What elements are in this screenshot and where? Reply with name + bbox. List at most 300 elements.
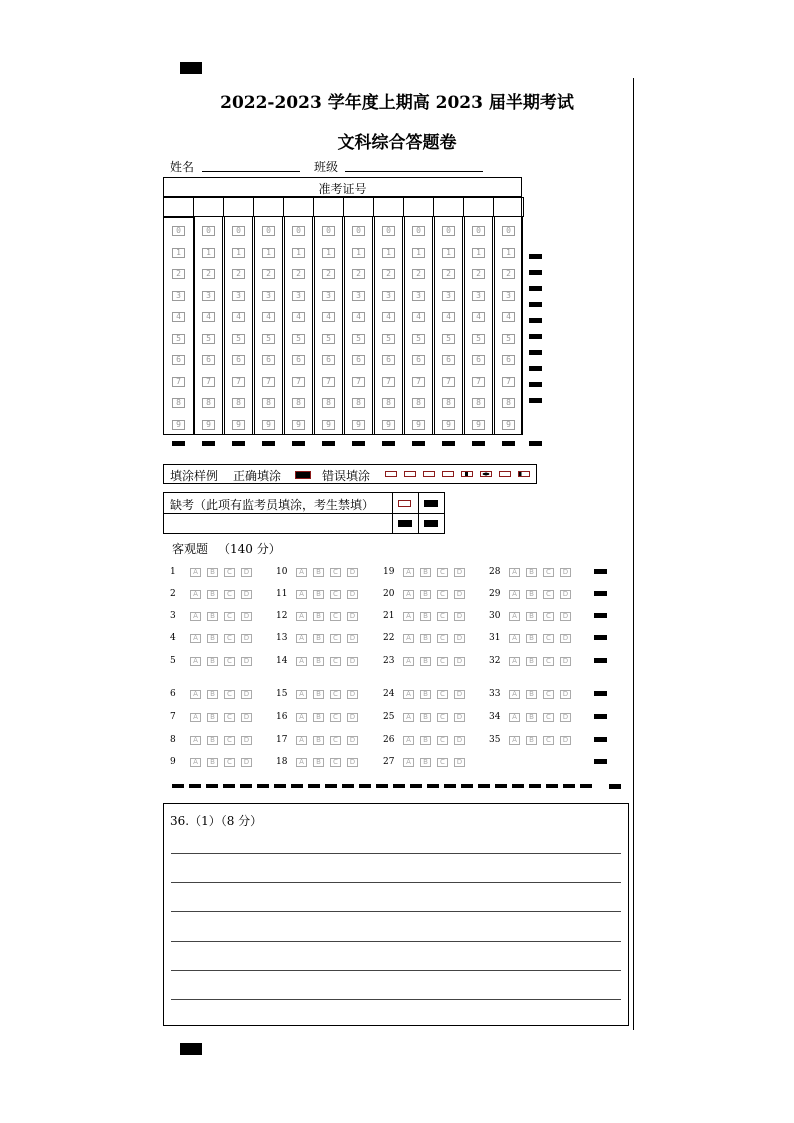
option-bubble[interactable]: C bbox=[543, 612, 554, 621]
option-bubble[interactable]: D bbox=[560, 568, 571, 577]
digit-bubble[interactable]: 7 bbox=[262, 377, 275, 387]
name-label: 姓名 bbox=[170, 160, 195, 174]
absent-mark-2 bbox=[398, 520, 412, 527]
option-bubble[interactable]: D bbox=[454, 568, 465, 577]
digit-bubble[interactable]: 5 bbox=[232, 334, 245, 344]
digit-bubble[interactable]: 0 bbox=[442, 226, 455, 236]
option-bubble[interactable]: C bbox=[330, 590, 341, 599]
option-bubble[interactable]: B bbox=[207, 590, 218, 599]
option-bubble[interactable]: A bbox=[403, 568, 414, 577]
option-bubble[interactable]: B bbox=[420, 690, 431, 699]
answer-line[interactable] bbox=[171, 970, 621, 971]
option-bubble[interactable]: A bbox=[296, 568, 307, 577]
option-bubble[interactable]: D bbox=[560, 657, 571, 666]
timing-mark bbox=[594, 759, 607, 764]
digit-bubble[interactable]: 8 bbox=[232, 398, 245, 408]
timing-mark bbox=[529, 784, 541, 788]
question-number: 16 bbox=[276, 712, 288, 722]
option-bubble[interactable]: A bbox=[403, 634, 414, 643]
digit-bubble[interactable]: 6 bbox=[472, 355, 485, 365]
digit-bubble[interactable]: 8 bbox=[502, 398, 515, 408]
option-bubble[interactable]: C bbox=[330, 736, 341, 745]
digit-bubble[interactable]: 2 bbox=[472, 269, 485, 279]
digit-bubble[interactable]: 3 bbox=[322, 291, 335, 301]
option-bubble[interactable]: A bbox=[190, 713, 201, 722]
option-bubble[interactable]: B bbox=[313, 612, 324, 621]
digit-bubble[interactable]: 9 bbox=[292, 420, 305, 430]
option-bubble[interactable]: A bbox=[509, 690, 520, 699]
option-bubble[interactable]: C bbox=[224, 736, 235, 745]
option-bubble[interactable]: A bbox=[296, 758, 307, 767]
option-bubble[interactable]: B bbox=[207, 690, 218, 699]
option-bubble[interactable]: C bbox=[437, 758, 448, 767]
option-bubble[interactable]: B bbox=[420, 713, 431, 722]
digit-bubble[interactable]: 9 bbox=[352, 420, 365, 430]
digit-bubble[interactable]: 6 bbox=[172, 355, 185, 365]
digit-bubble[interactable]: 9 bbox=[232, 420, 245, 430]
option-bubble[interactable]: A bbox=[403, 758, 414, 767]
digit-bubble[interactable]: 2 bbox=[502, 269, 515, 279]
digit-bubble[interactable]: 7 bbox=[172, 377, 185, 387]
digit-bubble[interactable]: 4 bbox=[412, 312, 425, 322]
option-bubble[interactable]: D bbox=[241, 758, 252, 767]
digit-bubble[interactable]: 2 bbox=[172, 269, 185, 279]
admission-write-cell[interactable] bbox=[433, 197, 464, 217]
wrong-fill-sample-check bbox=[385, 471, 397, 477]
option-bubble[interactable]: B bbox=[207, 612, 218, 621]
digit-bubble[interactable]: 2 bbox=[262, 269, 275, 279]
digit-bubble[interactable]: 1 bbox=[412, 248, 425, 258]
digit-bubble[interactable]: 9 bbox=[172, 420, 185, 430]
wrong-fill-sample-cross bbox=[442, 471, 454, 477]
option-bubble[interactable]: B bbox=[313, 736, 324, 745]
option-bubble[interactable]: D bbox=[241, 612, 252, 621]
option-bubble[interactable]: C bbox=[437, 690, 448, 699]
option-bubble[interactable]: D bbox=[560, 612, 571, 621]
digit-bubble[interactable]: 6 bbox=[412, 355, 425, 365]
digit-bubble[interactable]: 2 bbox=[202, 269, 215, 279]
option-bubble[interactable]: D bbox=[347, 690, 358, 699]
admission-write-cell[interactable] bbox=[343, 197, 374, 217]
option-bubble[interactable]: D bbox=[454, 657, 465, 666]
digit-bubble[interactable]: 9 bbox=[472, 420, 485, 430]
option-bubble[interactable]: A bbox=[509, 713, 520, 722]
digit-bubble[interactable]: 6 bbox=[232, 355, 245, 365]
option-bubble[interactable]: D bbox=[560, 590, 571, 599]
option-bubble[interactable]: D bbox=[454, 690, 465, 699]
option-bubble[interactable]: B bbox=[526, 736, 537, 745]
option-bubble[interactable]: D bbox=[241, 590, 252, 599]
digit-bubble[interactable]: 6 bbox=[322, 355, 335, 365]
option-bubble[interactable]: C bbox=[224, 690, 235, 699]
digit-bubble[interactable]: 2 bbox=[322, 269, 335, 279]
digit-bubble[interactable]: 9 bbox=[442, 420, 455, 430]
option-bubble[interactable]: D bbox=[347, 713, 358, 722]
timing-mark bbox=[478, 784, 490, 788]
digit-bubble[interactable]: 4 bbox=[382, 312, 395, 322]
digit-bubble[interactable]: 7 bbox=[442, 377, 455, 387]
option-bubble[interactable]: C bbox=[543, 713, 554, 722]
digit-bubble[interactable]: 7 bbox=[292, 377, 305, 387]
timing-mark bbox=[529, 398, 542, 403]
option-bubble[interactable]: C bbox=[437, 713, 448, 722]
timing-mark bbox=[291, 784, 303, 788]
digit-bubble[interactable]: 0 bbox=[472, 226, 485, 236]
digit-bubble[interactable]: 5 bbox=[172, 334, 185, 344]
option-bubble[interactable]: B bbox=[526, 657, 537, 666]
option-bubble[interactable]: B bbox=[207, 736, 218, 745]
answer-line[interactable] bbox=[171, 999, 621, 1000]
admission-write-cell[interactable] bbox=[463, 197, 494, 217]
digit-bubble[interactable]: 5 bbox=[352, 334, 365, 344]
option-bubble[interactable]: A bbox=[296, 736, 307, 745]
option-bubble[interactable]: D bbox=[241, 657, 252, 666]
option-bubble[interactable]: B bbox=[313, 758, 324, 767]
digit-bubble[interactable]: 6 bbox=[262, 355, 275, 365]
option-bubble[interactable]: D bbox=[454, 612, 465, 621]
digit-bubble[interactable]: 9 bbox=[502, 420, 515, 430]
option-bubble[interactable]: B bbox=[526, 713, 537, 722]
digit-bubble[interactable]: 0 bbox=[202, 226, 215, 236]
option-bubble[interactable]: C bbox=[330, 713, 341, 722]
option-bubble[interactable]: A bbox=[296, 713, 307, 722]
digit-bubble[interactable]: 4 bbox=[442, 312, 455, 322]
digit-bubble[interactable]: 6 bbox=[442, 355, 455, 365]
option-bubble[interactable]: A bbox=[403, 713, 414, 722]
admission-write-cell[interactable] bbox=[493, 197, 524, 217]
option-bubble[interactable]: D bbox=[560, 634, 571, 643]
option-bubble[interactable]: C bbox=[543, 690, 554, 699]
option-bubble[interactable]: D bbox=[241, 713, 252, 722]
digit-bubble[interactable]: 4 bbox=[502, 312, 515, 322]
option-bubble[interactable]: D bbox=[347, 590, 358, 599]
option-bubble[interactable]: B bbox=[420, 590, 431, 599]
admission-write-cell[interactable] bbox=[163, 197, 194, 217]
exam-title: 2022-2023 学年度上期高 2023 届半期考试 bbox=[220, 93, 574, 113]
option-bubble[interactable]: D bbox=[454, 758, 465, 767]
digit-bubble[interactable]: 3 bbox=[442, 291, 455, 301]
option-bubble[interactable]: D bbox=[454, 590, 465, 599]
digit-bubble[interactable]: 8 bbox=[322, 398, 335, 408]
digit-bubble[interactable]: 9 bbox=[322, 420, 335, 430]
digit-bubble[interactable]: 8 bbox=[352, 398, 365, 408]
option-bubble[interactable]: B bbox=[420, 612, 431, 621]
digit-bubble[interactable]: 0 bbox=[352, 226, 365, 236]
option-bubble[interactable]: B bbox=[207, 758, 218, 767]
option-bubble[interactable]: C bbox=[437, 568, 448, 577]
digit-bubble[interactable]: 0 bbox=[322, 226, 335, 236]
option-bubble[interactable]: B bbox=[207, 657, 218, 666]
answer-line[interactable] bbox=[171, 941, 621, 942]
timing-mark bbox=[594, 591, 607, 596]
digit-bubble[interactable]: 3 bbox=[172, 291, 185, 301]
option-bubble[interactable]: C bbox=[224, 634, 235, 643]
option-bubble[interactable]: B bbox=[526, 634, 537, 643]
option-bubble[interactable]: C bbox=[437, 590, 448, 599]
digit-bubble[interactable]: 1 bbox=[502, 248, 515, 258]
question-number: 3 bbox=[170, 611, 176, 621]
digit-bubble[interactable]: 6 bbox=[382, 355, 395, 365]
digit-bubble[interactable]: 1 bbox=[472, 248, 485, 258]
option-bubble[interactable]: C bbox=[437, 657, 448, 666]
option-bubble[interactable]: D bbox=[241, 634, 252, 643]
option-bubble[interactable]: B bbox=[313, 634, 324, 643]
digit-bubble[interactable]: 4 bbox=[202, 312, 215, 322]
digit-bubble[interactable]: 6 bbox=[202, 355, 215, 365]
digit-bubble[interactable]: 7 bbox=[322, 377, 335, 387]
option-bubble[interactable]: B bbox=[207, 568, 218, 577]
option-bubble[interactable]: A bbox=[509, 612, 520, 621]
option-bubble[interactable]: D bbox=[560, 736, 571, 745]
digit-bubble[interactable]: 9 bbox=[202, 420, 215, 430]
option-bubble[interactable]: A bbox=[509, 736, 520, 745]
option-bubble[interactable]: C bbox=[330, 568, 341, 577]
admission-write-cell[interactable] bbox=[403, 197, 434, 217]
option-bubble[interactable]: B bbox=[313, 568, 324, 577]
admission-write-cell[interactable] bbox=[193, 197, 224, 217]
option-bubble[interactable]: D bbox=[241, 736, 252, 745]
digit-bubble[interactable]: 0 bbox=[262, 226, 275, 236]
digit-bubble[interactable]: 3 bbox=[472, 291, 485, 301]
option-bubble[interactable]: B bbox=[207, 713, 218, 722]
digit-bubble[interactable]: 5 bbox=[472, 334, 485, 344]
option-bubble[interactable]: D bbox=[241, 690, 252, 699]
digit-bubble[interactable]: 1 bbox=[202, 248, 215, 258]
option-bubble[interactable]: B bbox=[313, 657, 324, 666]
digit-bubble[interactable]: 1 bbox=[292, 248, 305, 258]
option-bubble[interactable]: D bbox=[454, 634, 465, 643]
option-bubble[interactable]: C bbox=[330, 657, 341, 666]
option-bubble[interactable]: D bbox=[347, 634, 358, 643]
option-bubble[interactable]: B bbox=[313, 713, 324, 722]
option-bubble[interactable]: B bbox=[526, 690, 537, 699]
digit-bubble[interactable]: 7 bbox=[202, 377, 215, 387]
option-bubble[interactable]: A bbox=[190, 736, 201, 745]
option-bubble[interactable]: C bbox=[224, 612, 235, 621]
option-bubble[interactable]: A bbox=[190, 612, 201, 621]
option-bubble[interactable]: B bbox=[313, 690, 324, 699]
option-bubble[interactable]: C bbox=[330, 634, 341, 643]
correct-fill-label: 正确填涂 bbox=[233, 469, 282, 483]
digit-bubble[interactable]: 7 bbox=[382, 377, 395, 387]
option-bubble[interactable]: A bbox=[403, 590, 414, 599]
digit-bubble[interactable]: 1 bbox=[322, 248, 335, 258]
option-bubble[interactable]: A bbox=[190, 758, 201, 767]
digit-bubble[interactable]: 0 bbox=[172, 226, 185, 236]
answer-line[interactable] bbox=[171, 853, 621, 854]
digit-bubble[interactable]: 5 bbox=[502, 334, 515, 344]
digit-bubble[interactable]: 6 bbox=[502, 355, 515, 365]
option-bubble[interactable]: A bbox=[509, 634, 520, 643]
digit-bubble[interactable]: 4 bbox=[292, 312, 305, 322]
digit-bubble[interactable]: 0 bbox=[412, 226, 425, 236]
digit-bubble[interactable]: 8 bbox=[382, 398, 395, 408]
option-bubble[interactable]: A bbox=[403, 657, 414, 666]
option-bubble[interactable]: A bbox=[296, 612, 307, 621]
option-bubble[interactable]: A bbox=[296, 634, 307, 643]
digit-bubble[interactable]: 3 bbox=[502, 291, 515, 301]
digit-bubble[interactable]: 5 bbox=[262, 334, 275, 344]
option-bubble[interactable]: D bbox=[454, 736, 465, 745]
digit-bubble[interactable]: 5 bbox=[412, 334, 425, 344]
digit-bubble[interactable]: 8 bbox=[442, 398, 455, 408]
digit-bubble[interactable]: 2 bbox=[292, 269, 305, 279]
digit-bubble[interactable]: 1 bbox=[262, 248, 275, 258]
digit-bubble[interactable]: 2 bbox=[412, 269, 425, 279]
option-bubble[interactable]: B bbox=[420, 758, 431, 767]
digit-bubble[interactable]: 5 bbox=[292, 334, 305, 344]
digit-bubble[interactable]: 3 bbox=[262, 291, 275, 301]
option-bubble[interactable]: D bbox=[347, 568, 358, 577]
option-bubble[interactable]: A bbox=[509, 590, 520, 599]
digit-bubble[interactable]: 3 bbox=[412, 291, 425, 301]
digit-bubble[interactable]: 2 bbox=[442, 269, 455, 279]
digit-bubble[interactable]: 0 bbox=[232, 226, 245, 236]
name-field[interactable] bbox=[202, 171, 300, 172]
digit-bubble[interactable]: 4 bbox=[352, 312, 365, 322]
option-bubble[interactable]: B bbox=[420, 736, 431, 745]
admission-write-cell[interactable] bbox=[253, 197, 284, 217]
class-field[interactable] bbox=[345, 171, 483, 172]
digit-bubble[interactable]: 2 bbox=[352, 269, 365, 279]
option-bubble[interactable]: B bbox=[526, 612, 537, 621]
option-bubble[interactable]: C bbox=[330, 690, 341, 699]
digit-bubble[interactable]: 4 bbox=[172, 312, 185, 322]
option-bubble[interactable]: A bbox=[296, 690, 307, 699]
digit-bubble[interactable]: 8 bbox=[202, 398, 215, 408]
option-bubble[interactable]: A bbox=[190, 590, 201, 599]
digit-bubble[interactable]: 5 bbox=[442, 334, 455, 344]
option-bubble[interactable]: A bbox=[190, 634, 201, 643]
digit-bubble[interactable]: 7 bbox=[352, 377, 365, 387]
digit-bubble[interactable]: 1 bbox=[442, 248, 455, 258]
digit-bubble[interactable]: 9 bbox=[382, 420, 395, 430]
option-bubble[interactable]: B bbox=[207, 634, 218, 643]
question-number: 27 bbox=[383, 757, 395, 767]
option-bubble[interactable]: B bbox=[420, 568, 431, 577]
option-bubble[interactable]: D bbox=[347, 758, 358, 767]
option-bubble[interactable]: C bbox=[224, 657, 235, 666]
option-bubble[interactable]: B bbox=[526, 590, 537, 599]
digit-bubble[interactable]: 5 bbox=[382, 334, 395, 344]
option-bubble[interactable]: C bbox=[224, 590, 235, 599]
digit-bubble[interactable]: 1 bbox=[232, 248, 245, 258]
digit-bubble[interactable]: 6 bbox=[352, 355, 365, 365]
digit-bubble[interactable]: 3 bbox=[232, 291, 245, 301]
option-bubble[interactable]: D bbox=[347, 612, 358, 621]
digit-bubble[interactable]: 8 bbox=[472, 398, 485, 408]
admission-write-cell[interactable] bbox=[283, 197, 314, 217]
digit-bubble[interactable]: 9 bbox=[262, 420, 275, 430]
option-bubble[interactable]: B bbox=[420, 634, 431, 643]
option-bubble[interactable]: A bbox=[509, 568, 520, 577]
option-bubble[interactable]: C bbox=[543, 568, 554, 577]
digit-bubble[interactable]: 2 bbox=[382, 269, 395, 279]
option-bubble[interactable]: C bbox=[543, 736, 554, 745]
admission-write-cell[interactable] bbox=[373, 197, 404, 217]
option-bubble[interactable]: A bbox=[190, 690, 201, 699]
option-bubble[interactable]: C bbox=[437, 612, 448, 621]
digit-bubble[interactable]: 0 bbox=[502, 226, 515, 236]
digit-bubble[interactable]: 3 bbox=[382, 291, 395, 301]
digit-bubble[interactable]: 0 bbox=[292, 226, 305, 236]
option-bubble[interactable]: A bbox=[296, 657, 307, 666]
digit-bubble[interactable]: 8 bbox=[172, 398, 185, 408]
digit-bubble[interactable]: 1 bbox=[382, 248, 395, 258]
digit-bubble[interactable]: 7 bbox=[502, 377, 515, 387]
digit-bubble[interactable]: 4 bbox=[472, 312, 485, 322]
digit-bubble[interactable]: 1 bbox=[352, 248, 365, 258]
option-bubble[interactable]: A bbox=[509, 657, 520, 666]
digit-bubble[interactable]: 6 bbox=[292, 355, 305, 365]
option-bubble[interactable]: B bbox=[313, 590, 324, 599]
digit-bubble[interactable]: 4 bbox=[322, 312, 335, 322]
digit-bubble[interactable]: 7 bbox=[472, 377, 485, 387]
digit-bubble[interactable]: 8 bbox=[262, 398, 275, 408]
option-bubble[interactable]: B bbox=[420, 657, 431, 666]
option-bubble[interactable]: C bbox=[330, 758, 341, 767]
option-bubble[interactable]: D bbox=[347, 736, 358, 745]
digit-bubble[interactable]: 5 bbox=[322, 334, 335, 344]
option-bubble[interactable]: C bbox=[330, 612, 341, 621]
option-bubble[interactable]: C bbox=[224, 568, 235, 577]
timing-mark bbox=[529, 286, 542, 291]
digit-bubble[interactable]: 3 bbox=[202, 291, 215, 301]
option-bubble[interactable]: C bbox=[543, 657, 554, 666]
digit-bubble[interactable]: 7 bbox=[232, 377, 245, 387]
option-bubble[interactable]: A bbox=[403, 612, 414, 621]
option-bubble[interactable]: B bbox=[526, 568, 537, 577]
digit-bubble[interactable]: 3 bbox=[352, 291, 365, 301]
option-bubble[interactable]: D bbox=[241, 568, 252, 577]
option-bubble[interactable]: D bbox=[560, 690, 571, 699]
option-bubble[interactable]: A bbox=[190, 568, 201, 577]
option-bubble[interactable]: A bbox=[296, 590, 307, 599]
admission-write-cell[interactable] bbox=[223, 197, 254, 217]
digit-bubble[interactable]: 5 bbox=[202, 334, 215, 344]
option-bubble[interactable]: D bbox=[560, 713, 571, 722]
option-bubble[interactable]: D bbox=[347, 657, 358, 666]
answer-line[interactable] bbox=[171, 882, 621, 883]
answer-line[interactable] bbox=[171, 911, 621, 912]
digit-bubble[interactable]: 4 bbox=[232, 312, 245, 322]
digit-bubble[interactable]: 9 bbox=[412, 420, 425, 430]
timing-mark bbox=[189, 784, 201, 788]
digit-bubble[interactable]: 8 bbox=[292, 398, 305, 408]
digit-bubble[interactable]: 7 bbox=[412, 377, 425, 387]
admission-write-cell[interactable] bbox=[313, 197, 344, 217]
option-bubble[interactable]: C bbox=[543, 634, 554, 643]
digit-bubble[interactable]: 2 bbox=[232, 269, 245, 279]
option-bubble[interactable]: A bbox=[403, 736, 414, 745]
digit-bubble[interactable]: 3 bbox=[292, 291, 305, 301]
option-bubble[interactable]: C bbox=[224, 758, 235, 767]
digit-bubble[interactable]: 8 bbox=[412, 398, 425, 408]
option-bubble[interactable]: C bbox=[437, 634, 448, 643]
question-36-label: 36.（1）（8 分） bbox=[170, 814, 263, 828]
option-bubble[interactable]: C bbox=[224, 713, 235, 722]
option-bubble[interactable]: A bbox=[190, 657, 201, 666]
digit-bubble[interactable]: 0 bbox=[382, 226, 395, 236]
option-bubble[interactable]: C bbox=[437, 736, 448, 745]
option-bubble[interactable]: D bbox=[454, 713, 465, 722]
absent-fill-box[interactable] bbox=[398, 500, 411, 507]
digit-bubble[interactable]: 1 bbox=[172, 248, 185, 258]
digit-bubble[interactable]: 4 bbox=[262, 312, 275, 322]
option-bubble[interactable]: A bbox=[403, 690, 414, 699]
question-number: 2 bbox=[170, 589, 176, 599]
option-bubble[interactable]: C bbox=[543, 590, 554, 599]
